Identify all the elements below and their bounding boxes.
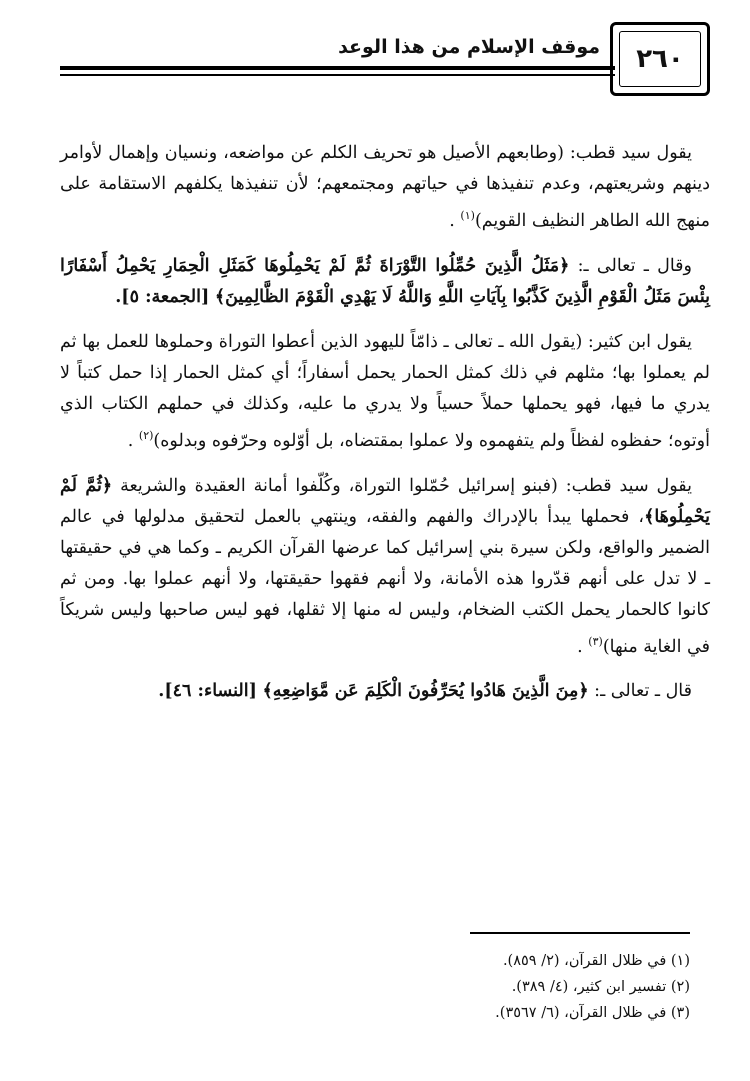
header-rule-thin <box>60 74 615 76</box>
paragraph-text: يقول سيد قطب: (وطابعهم الأصيل هو تحريف الكلم عن مواضعه، ونسيان وإهمال لأوامر دينهم وشريعتهم، وعدم تنفيذها في حياتهم ومجتمعهم؛ لأن تنفيذها يكلفهم الاستقامة على منهج الله الطاهر النظيف القويم) <box>60 143 710 231</box>
paragraph-text: يقول ابن كثير: (يقول الله ـ تعالى ـ ذامّاً لليهود الذين أعطوا التوراة وحملوها للعمل بها ثم لم يعملوا بها؛ مثلهم في ذلك كمثل الحمار يحمل أسفاراً؛ أي كمثل الحمار إذا حمل كتباً لا يدري ما فيها، فهو يحملها حملاً حسياً ولا يدري ما عليه، وكذلك في حملهم الكتاب الذي أوتوه؛ حفظوه لفظاً ولم يتفهموه ولا عملوا بمقتضاه، بل أوّلوه وحرّفوه وبدلوه) <box>60 331 710 451</box>
quran-verse: ﴿مِنَ الَّذِينَ هَادُوا يُحَرِّفُونَ الْكَلِمَ عَن مَّوَاضِعِهِ﴾ <box>262 681 589 702</box>
verse-intro: وقال ـ تعالى ـ: <box>577 255 692 276</box>
footnote-separator <box>470 932 690 934</box>
verse-source: [النساء: ٤٦]. <box>158 681 257 702</box>
paragraph-sayyid-qutb-1 <box>60 138 710 237</box>
quran-verse: ﴿مَثَلُ الَّذِينَ حُمِّلُوا التَّوْرَاةَ ثُمَّ لَمْ يَحْمِلُوهَا كَمَثَلِ الْحِمَارِ يَحْمِلُ أَسْفَارًا بِئْسَ مَثَلُ الْقَوْمِ الَّذِينَ كَذَّبُوا بِآيَاتِ اللَّهِ وَاللَّهُ لَا يَهْدِي الْقَوْمَ الظَّالِمِينَ﴾ <box>60 255 710 307</box>
verse-source: [الجمعة: ٥]. <box>115 286 210 307</box>
footnote-2: (٢) تفسير ابن كثير، (٤/ ٣٨٩). <box>511 979 690 995</box>
page-number-box <box>610 22 710 96</box>
page-number: ٢٦٠ <box>636 44 684 74</box>
paragraph-end: . <box>577 636 583 657</box>
paragraph-quran-nisa <box>60 676 710 707</box>
footnotes <box>290 948 690 1026</box>
paragraph-sayyid-qutb-2 <box>60 471 710 663</box>
paragraph-text-cont: ، فحملها يبدأ بالإدراك والفهم والفقه، وينتهي بالعمل لتحقيق مدلولها في عالم الضمير والواقع، ولكن سيرة بني إسرائيل كما عرضها القرآن الكريم ـ وكما هي في حقيقتها ـ لا تدل على أنهم قدّروا هذه الأمانة، ولا أنهم فقهوا حقيقتها، ولا أنهم عملوا بها. ومن ثم كانوا كالحمار يحمل الكتب الضخام، وليس له منها إلا ثقلها، فهو ليس صاحبها وليس شريكاً في الغاية منها) <box>60 506 710 657</box>
footnote-3: (٣) في ظلال القرآن، (٦/ ٣٥٦٧). <box>495 1005 690 1021</box>
quran-verse-inline: ﴿ثُمَّ لَمْ يَحْمِلُوهَا﴾ <box>60 475 710 527</box>
paragraph-end: . <box>449 210 455 231</box>
paragraph-ibn-kathir <box>60 327 710 457</box>
footnote-ref-2: (٢) <box>138 428 154 442</box>
paragraph-quran-jumuah <box>60 251 710 313</box>
paragraph-text: يقول سيد قطب: (فبنو إسرائيل حُمّلوا التوراة، وكُلّفوا أمانة العقيدة والشريعة <box>120 475 692 496</box>
main-text <box>60 138 710 721</box>
footnote-1: (١) في ظلال القرآن، (٢/ ٨٥٩). <box>502 953 690 969</box>
page-header <box>60 22 710 102</box>
book-title: موقف الإسلام من هذا الوعد <box>338 36 600 58</box>
footnote-ref-3: (٣) <box>588 634 603 648</box>
paragraph-end: . <box>127 430 134 451</box>
header-rule-thick <box>60 66 615 70</box>
footnote-ref-1: (١) <box>460 209 475 222</box>
verse-intro: قال ـ تعالى ـ: <box>594 681 692 702</box>
